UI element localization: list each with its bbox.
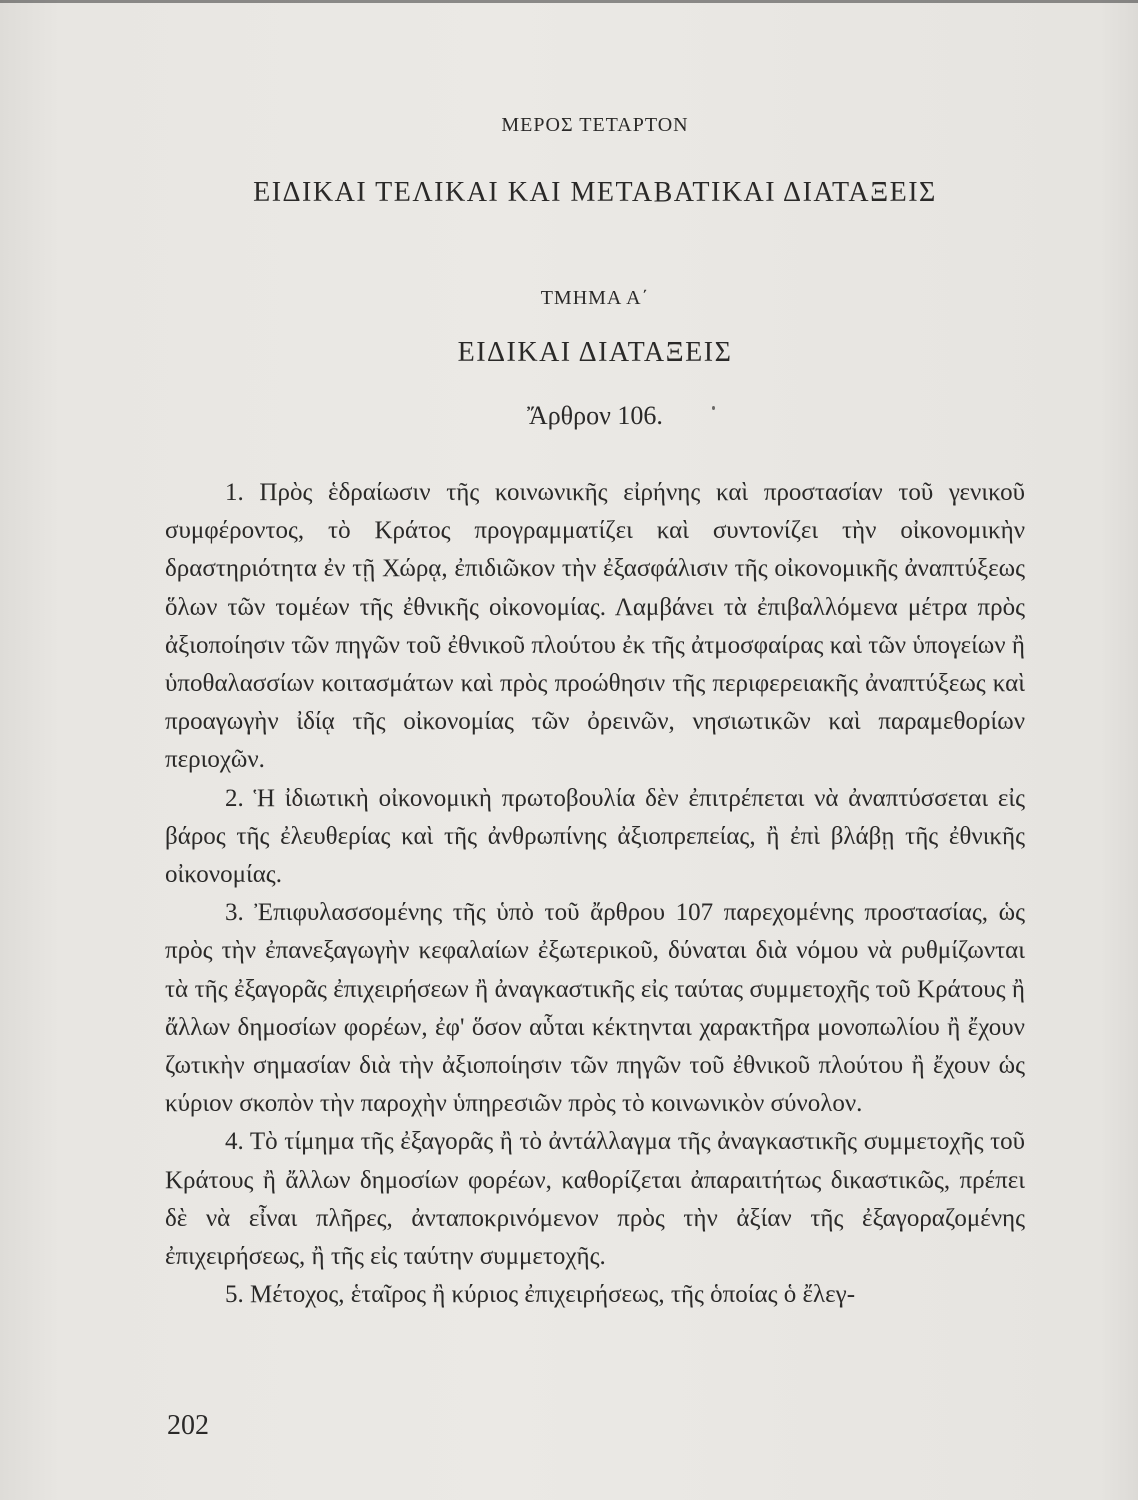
- paragraph-1: 1. Πρὸς ἑδραίωσιν τῆς κοινωνικῆς εἰρήνης καὶ προστασίαν τοῦ γενικοῦ συμφέροντος, τὸ Κράτος προγραμματίζει καὶ συντονίζει τὴν οἰκονομικὴν δραστηριότητα ἐν τῇ Χώρᾳ, ἐπιδιῶκον τὴν ἐξασφάλισιν τῆς οἰκονομικῆς ἀναπτύξεως ὅλων τῶν τομέων τῆς ἐθνικῆς οἰκονομίας. Λαμβάνει τὰ ἐπιβαλλόμενα μέτρα πρὸς ἀξιοποίησιν τῶν πηγῶν τοῦ ἐθνικοῦ πλούτου ἐκ τῆς ἀτμοσφαίρας καὶ τῶν ὑπογείων ἢ ὑποθαλασσίων κοιτασμάτων καὶ πρὸς προώθησιν τῆς περιφερειακῆς ἀναπτύξεως καὶ προαγωγὴν ἰδίᾳ τῆς οἰκονομίας τῶν ὀρεινῶν, νησιωτικῶν καὶ παραμεθορίων περιοχῶν.: [165, 479, 1025, 774]
- part-title: ΕΙΔΙΚΑΙ ΤΕΛΙΚΑΙ ΚΑΙ ΜΕΤΑΒΑΤΙΚΑΙ ΔΙΑΤΑΞΕΙΣ: [253, 177, 937, 208]
- paragraph-5: 5. Μέτοχος, ἑταῖρος ἢ κύριος ἐπιχειρήσεως, τῆς ὁποίας ὁ ἔλεγ-: [225, 1281, 856, 1309]
- section-label: ΤΜΗΜΑ Α΄: [540, 287, 650, 309]
- page-number: 202: [167, 1410, 209, 1441]
- section-title: ΕΙΔΙΚΑΙ ΔΙΑΤΑΞΕΙΣ: [457, 337, 733, 368]
- article-title: Ἄρθρον 106.: [527, 401, 663, 430]
- print-speck: [712, 406, 715, 410]
- article-body: [165, 474, 1025, 1314]
- scan-top-edge: [0, 0, 1138, 3]
- paragraph-2: 2. Ἡ ἰδιωτικὴ οἰκονομικὴ πρωτοβουλία δὲν ἐπιτρέπεται νὰ ἀναπτύσσεται εἰς βάρος τῆς ἐλευθερίας καὶ τῆς ἀνθρωπίνης ἀξιοπρεπείας, ἢ ἐπὶ βλάβῃ τῆς ἐθνικῆς οἰκονομίας.: [165, 784, 1025, 889]
- paragraph-3: 3. Ἐπιφυλασσομένης τῆς ὑπὸ τοῦ ἄρθρου 107 παρεχομένης προστασίας, ὡς πρὸς τὴν ἐπανεξαγωγὴν κεφαλαίων ἐξωτερικοῦ, δύναται διὰ νόμου νὰ ρυθμίζωνται τὰ τῆς ἐξαγορᾶς ἐπιχειρήσεων ἢ ἀναγκαστικῆς εἰς ταύτας συμμετοχῆς τοῦ Κράτους ἢ ἄλλων δημοσίων φορέων, ἐφ' ὅσον αὗται κέκτηνται χαρακτῆρα μονοπωλίου ἢ ἔχουν ζωτικὴν σημασίαν διὰ τὴν ἀξιοποίησιν τῶν πηγῶν τοῦ ἐθνικοῦ πλούτου ἢ ἔχουν ὡς κύριον σκοπὸν τὴν παροχὴν ὑπηρεσιῶν πρὸς τὸ κοινωνικὸν σύνολον.: [165, 899, 1025, 1118]
- paragraph-4: 4. Τὸ τίμημα τῆς ἐξαγορᾶς ἢ τὸ ἀντάλλαγμα τῆς ἀναγκαστικῆς συμμετοχῆς τοῦ Κράτους ἢ ἄλλων δημοσίων φορέων, καθορίζεται ἀπαραιτήτως δικαστικῶς, πρέπει δὲ νὰ εἶναι πλῆρες, ἀνταποκρινόμενον πρὸς τὴν ἀξίαν τῆς ἐξαγοραζομένης ἐπιχειρήσεως, ἢ τῆς εἰς ταύτην συμμετοχῆς.: [165, 1128, 1025, 1271]
- part-label: ΜΕΡΟΣ ΤΕΤΑΡΤΟΝ: [501, 114, 689, 136]
